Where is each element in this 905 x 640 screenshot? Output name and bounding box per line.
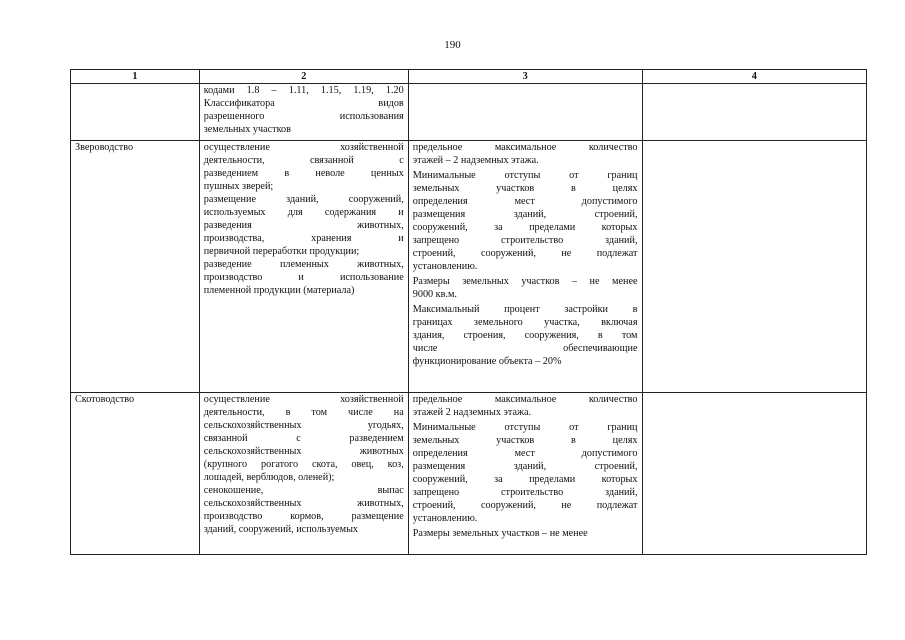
text-line: Максимальный процент застройки в [412, 304, 638, 315]
text-line: пушных зверей; [203, 181, 274, 192]
use-description-cell [199, 141, 408, 393]
parameter-paragraph [413, 393, 638, 419]
table-header-row [71, 70, 867, 84]
text-line: Минимальные отступы от границ [412, 170, 638, 181]
use-name-cell: Звероводство [71, 141, 200, 393]
text-line: установлению. [412, 513, 478, 524]
text-line: этажей – 2 надземных этажа. [412, 155, 539, 166]
text-line: земельных участков [203, 124, 291, 135]
parameters-cell [408, 141, 642, 393]
text-line: производство и использование [203, 272, 404, 283]
regulations-table [70, 69, 867, 555]
text-line: числе обеспечивающие [412, 343, 638, 354]
text-line: Классификатора видов [203, 98, 404, 109]
text-line: разведения животных, [203, 220, 404, 231]
text-line: сооружений, за пределами которых [412, 222, 638, 233]
parameter-paragraph [413, 275, 638, 301]
use-name-cell [71, 84, 200, 141]
text-line: границах земельного участка, включая [412, 317, 638, 328]
text-line: деятельности, в том числе на [203, 407, 404, 418]
parameters-cell [408, 84, 642, 141]
text-line: (крупного рогатого скота, овец, коз, [203, 459, 404, 470]
text-line: земельных участков в целях [412, 183, 638, 194]
parameter-paragraph [413, 169, 638, 273]
text-line: связанной с разведением [203, 433, 404, 444]
text-line: разведением в неволе ценных [203, 168, 404, 179]
text-line: размещения зданий, строений, [412, 209, 638, 220]
table-row-cattle-breeding [71, 393, 867, 555]
text-line: племенной продукции (материала) [203, 285, 355, 296]
parameter-paragraph [413, 421, 638, 525]
header-col-1: 1 [71, 70, 200, 84]
text-line: первичной переработки продукции; [203, 246, 360, 257]
text-line: определения мест допустимого [412, 196, 638, 207]
table-row-continuation [71, 84, 867, 141]
text-line: лошадей, верблюдов, оленей); [203, 472, 335, 483]
text-line: Размеры земельных участков – не менее [412, 276, 638, 287]
parameter-paragraph [413, 527, 638, 540]
text-line: предельное максимальное количество [412, 394, 638, 405]
text-line: сельскохозяйственных животных, [203, 498, 404, 509]
text-line: запрещено строительство зданий, [412, 487, 638, 498]
restrictions-cell [642, 141, 867, 393]
header-col-3: 3 [408, 70, 642, 84]
text-line: функционирование объекта – 20% [412, 356, 562, 367]
text-line: осуществление хозяйственной [203, 142, 404, 153]
use-name-cell: Скотоводство [71, 393, 200, 555]
header-col-2: 2 [199, 70, 408, 84]
text-line: строений, сооружений, не подлежат [412, 500, 638, 511]
text-line: 9000 кв.м. [412, 289, 457, 300]
text-line: Размеры земельных участков – не менее [412, 528, 588, 539]
text-line: здания, строения, сооружения, в том [412, 330, 638, 341]
text-line: Минимальные отступы от границ [412, 422, 638, 433]
text-line: сооружений, за пределами которых [412, 474, 638, 485]
text-line: разрешенного использования [203, 111, 404, 122]
use-description-cell [199, 84, 408, 141]
use-description-cell [199, 393, 408, 555]
text-line: установлению. [412, 261, 478, 272]
parameter-paragraph [413, 141, 638, 167]
text-line: разведение племенных животных, [203, 259, 404, 270]
text-line: этажей 2 надземных этажа. [412, 407, 532, 418]
text-line: используемых для содержания и [203, 207, 404, 218]
restrictions-cell [642, 393, 867, 555]
text-line: производства, хранения и [203, 233, 404, 244]
text-line: осуществление хозяйственной [203, 394, 404, 405]
table-row-fur-farming [71, 141, 867, 393]
page-number: 190 [444, 39, 461, 51]
text-line: земельных участков в целях [412, 435, 638, 446]
text-line: производство кормов, размещение [203, 511, 404, 522]
text-line: кодами 1.8 – 1.11, 1.15, 1.19, 1.20 [203, 85, 404, 96]
text-line: определения мест допустимого [412, 448, 638, 459]
text-line: деятельности, связанной с [203, 155, 404, 166]
restrictions-cell [642, 84, 867, 141]
parameter-paragraph [413, 303, 638, 368]
text-line: сенокошение, выпас [203, 485, 404, 496]
text-line: размещения зданий, строений, [412, 461, 638, 472]
text-line: зданий, сооружений, используемых [203, 524, 359, 535]
header-col-4: 4 [642, 70, 867, 84]
text-line: сельскохозяйственных животных [203, 446, 404, 457]
text-line: предельное максимальное количество [412, 142, 638, 153]
text-line: размещение зданий, сооружений, [203, 194, 404, 205]
text-line: сельскохозяйственных угодьях, [203, 420, 404, 431]
text-line: строений, сооружений, не подлежат [412, 248, 638, 259]
text-line: запрещено строительство зданий, [412, 235, 638, 246]
parameters-cell [408, 393, 642, 555]
